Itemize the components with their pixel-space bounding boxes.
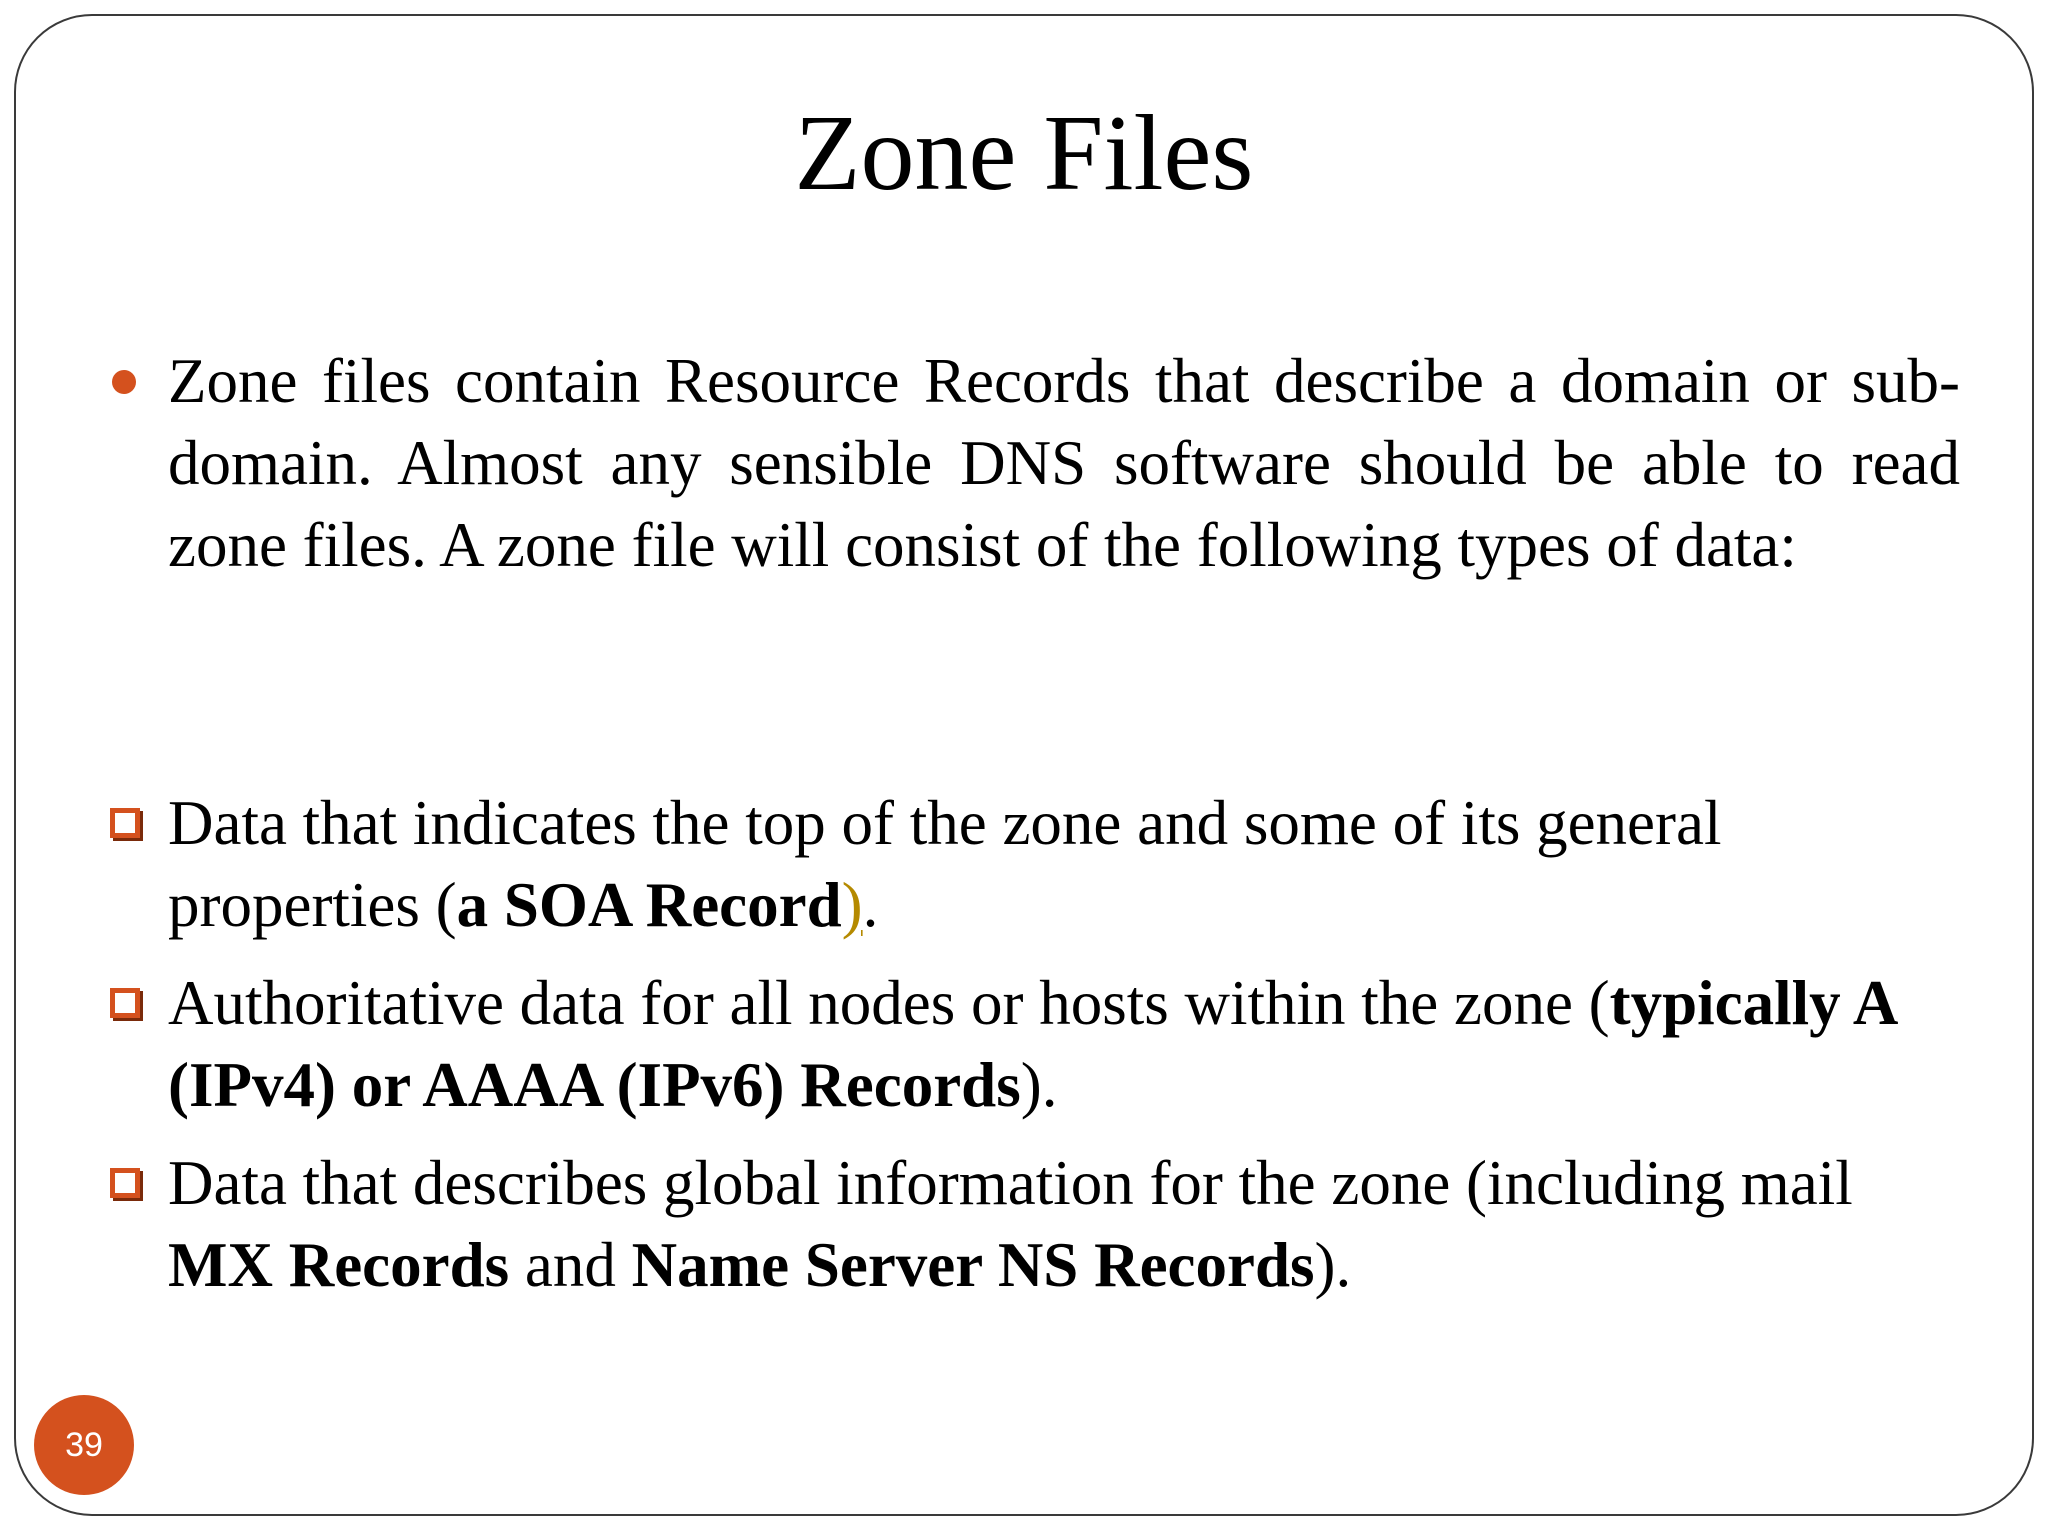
hyperlink-paren[interactable]: ) (841, 870, 863, 940)
bullet-dot-icon (112, 370, 136, 394)
record-type-list (0, 782, 2048, 1322)
list-item-global (0, 1142, 1968, 1306)
checkbox-bullet-icon (110, 988, 140, 1018)
item-text: and (509, 1230, 632, 1300)
item-bold-text: MX Records (168, 1230, 510, 1300)
checkbox-bullet-icon (110, 808, 140, 838)
page-number-badge: 39 (34, 1395, 134, 1495)
item-bold-text: a SOA Record (456, 870, 842, 940)
intro-paragraph: Zone files contain Resource Records that describe a domain or sub-domain. Almost any sensible DNS software should be able to read zone files. A zone file will consist of the following types of data: (168, 346, 1960, 580)
slide-title: Zone Files (794, 94, 1254, 213)
item-bold-text: typically A (IPv4) or AAAA (IPv6) Records (168, 968, 1895, 1120)
item-bold-text: Name Server NS Records (631, 1230, 1315, 1300)
item-text: ). (1314, 1230, 1352, 1300)
list-item-soa (0, 782, 1968, 946)
item-text: Data that indicates the top of the zone and some of its general properties ( (168, 788, 1722, 940)
list-item-authoritative (0, 962, 1968, 1126)
item-text: Authoritative data for all nodes or hosts within the zone ( (168, 968, 1610, 1038)
item-text: . (862, 870, 879, 940)
item-text: Data that describes global information for the zone (including mail (168, 1148, 1853, 1218)
checkbox-bullet-icon (110, 1168, 140, 1198)
item-text: ). (1020, 1050, 1058, 1120)
